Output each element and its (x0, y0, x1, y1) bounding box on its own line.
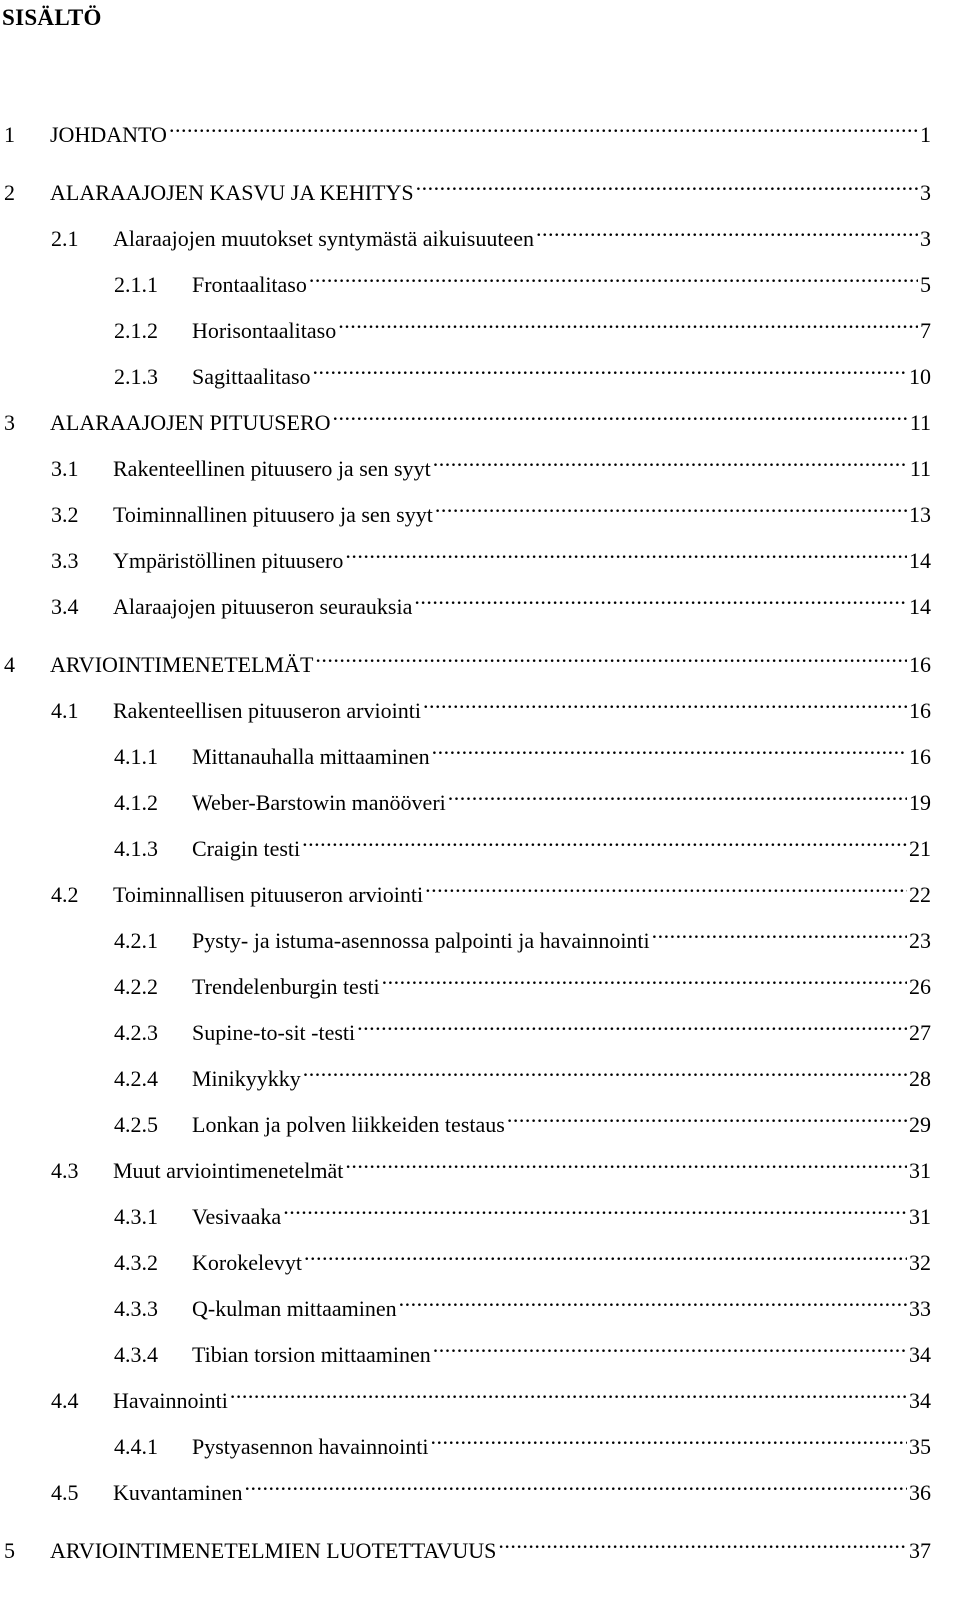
toc-entry-number: 3.1 (51, 456, 79, 481)
toc-entry[interactable] (114, 914, 931, 953)
toc-entry[interactable] (4, 396, 931, 435)
toc-entry-label: Alaraajojen muutokset syntymästä aikuisuuteen (113, 226, 534, 251)
dot-leader (230, 1374, 907, 1408)
toc-entry-number: 4.2.2 (114, 974, 158, 999)
dot-leader (414, 580, 907, 614)
toc-entry-label: ARVIOINTIMENETELMIEN LUOTETTAVUUS (50, 1538, 497, 1563)
toc-entry-label: ARVIOINTIMENETELMÄT (50, 652, 314, 677)
toc-entry[interactable] (4, 638, 931, 677)
dot-leader (448, 776, 907, 810)
toc-entry-page-number: 34 (909, 1388, 931, 1413)
toc-entry-page-number: 3 (920, 226, 931, 251)
toc-entry-number: 4.2.3 (114, 1020, 158, 1045)
toc-entry[interactable] (114, 730, 931, 769)
toc-entry[interactable] (114, 1098, 931, 1137)
toc-entry-number: 4.1 (51, 698, 79, 723)
toc-entry-number: 4.3.4 (114, 1342, 158, 1367)
toc-entry[interactable] (114, 1328, 931, 1367)
dot-leader (283, 1190, 907, 1224)
toc-entry-number: 2 (4, 180, 15, 205)
toc-entry-label: Pysty- ja istuma-asennossa palpointi ja havainnointi (192, 928, 650, 953)
toc-entry-number: 2.1.1 (114, 272, 158, 297)
dot-leader (435, 488, 907, 522)
dot-leader (313, 350, 907, 384)
toc-entry-number: 4 (4, 652, 15, 677)
toc-entry[interactable] (51, 488, 931, 527)
toc-entry-page-number: 16 (909, 652, 931, 677)
toc-entry[interactable] (114, 1190, 931, 1229)
toc-entry-page-number: 32 (909, 1250, 931, 1275)
toc-entry-label: JOHDANTO (50, 122, 167, 147)
dot-leader (536, 212, 918, 246)
toc-entry-label: Rakenteellinen pituusero ja sen syyt (113, 456, 431, 481)
toc-entry-page-number: 34 (909, 1342, 931, 1367)
toc-entry[interactable] (51, 534, 931, 573)
toc-entry-label: Tibian torsion mittaaminen (192, 1342, 431, 1367)
toc-entry-number: 4.4.1 (114, 1434, 158, 1459)
toc-entry-label: Toiminnallisen pituuseron arviointi (113, 882, 424, 907)
toc-entry-number: 4.1.3 (114, 836, 158, 861)
toc-entry-page-number: 16 (909, 744, 931, 769)
toc-entry-page-number: 14 (909, 548, 931, 573)
toc-entry-number: 4.2.1 (114, 928, 158, 953)
toc-entry-page-number: 28 (909, 1066, 931, 1091)
dot-leader (303, 1052, 907, 1086)
toc-entry[interactable] (114, 822, 931, 861)
toc-entry-page-number: 19 (909, 790, 931, 815)
toc-entry-label: Minikyykky (192, 1066, 301, 1091)
toc-entry-label: ALARAAJOJEN KASVU JA KEHITYS (50, 180, 414, 205)
toc-entry[interactable] (51, 580, 931, 619)
toc-entry[interactable] (114, 1052, 931, 1091)
toc-entry-page-number: 13 (909, 502, 931, 527)
toc-entry[interactable] (114, 1282, 931, 1321)
dot-leader (423, 684, 907, 718)
toc-entry-page-number: 22 (909, 882, 931, 907)
toc-entry-page-number: 1 (920, 122, 931, 147)
toc-entry[interactable] (4, 108, 931, 147)
toc-entry-label: Ympäristöllinen pituusero (113, 548, 344, 573)
toc-entry-label: Q-kulman mittaaminen (192, 1296, 397, 1321)
toc-entry-number: 3.2 (51, 502, 79, 527)
toc-entry-number: 2.1 (51, 226, 79, 251)
toc-entry-page-number: 27 (909, 1020, 931, 1045)
dot-leader (432, 730, 907, 764)
dot-leader (507, 1098, 907, 1132)
toc-entry-page-number: 33 (909, 1296, 931, 1321)
toc-entry[interactable] (51, 684, 931, 723)
dot-leader (315, 638, 907, 672)
toc-entry-label: Craigin testi (192, 836, 301, 861)
toc-entry[interactable] (51, 1144, 931, 1183)
toc-entry[interactable] (114, 960, 931, 999)
toc-entry[interactable] (51, 1374, 931, 1413)
dot-leader (304, 1236, 907, 1270)
toc-entry-label: Trendelenburgin testi (192, 974, 380, 999)
dot-leader (345, 534, 907, 568)
toc-entry-number: 5 (4, 1538, 15, 1563)
toc-entry-number: 4.2.5 (114, 1112, 158, 1137)
toc-entry-page-number: 37 (909, 1538, 931, 1563)
toc-entry-number: 4.3 (51, 1158, 79, 1183)
toc-entry[interactable] (114, 304, 931, 343)
dot-leader (245, 1466, 907, 1500)
toc-entry-page-number: 7 (920, 318, 931, 343)
toc-entry-page-number: 26 (909, 974, 931, 999)
toc-entry[interactable] (4, 1524, 931, 1563)
toc-entry-number: 4.3.2 (114, 1250, 158, 1275)
toc-entry-number: 1 (4, 122, 15, 147)
toc-entry-label: Lonkan ja polven liikkeiden testaus (192, 1112, 505, 1137)
toc-entry-label: Kuvantaminen (113, 1480, 243, 1505)
toc-entry-number: 3 (4, 410, 15, 435)
toc-entry-number: 4.3.3 (114, 1296, 158, 1321)
toc-entry-label: Sagittaalitaso (192, 364, 311, 389)
toc-entry-label: Toiminnallinen pituusero ja sen syyt (113, 502, 433, 527)
toc-entry-page-number: 23 (909, 928, 931, 953)
toc-entry-page-number: 14 (909, 594, 931, 619)
toc-entry[interactable] (114, 258, 931, 297)
toc-entry-label: Havainnointi (113, 1388, 228, 1413)
dot-leader (433, 442, 908, 476)
dot-leader (357, 1006, 907, 1040)
toc-entry-label: Frontaalitaso (192, 272, 307, 297)
dot-leader (425, 868, 907, 902)
toc-entry[interactable] (114, 776, 931, 815)
toc-entry[interactable] (51, 442, 931, 481)
toc-entry-number: 2.1.2 (114, 318, 158, 343)
toc-entry-label: Weber-Barstowin manööveri (192, 790, 446, 815)
toc-entry-page-number: 35 (909, 1434, 931, 1459)
toc-entry[interactable] (51, 212, 931, 251)
dot-leader (338, 304, 918, 338)
toc-entry-page-number: 21 (909, 836, 931, 861)
dot-leader (416, 166, 918, 200)
toc-entry-page-number: 31 (909, 1204, 931, 1229)
toc-entry-number: 3.4 (51, 594, 79, 619)
dot-leader (333, 396, 908, 430)
toc-entry-page-number: 11 (909, 410, 931, 435)
toc-entry-label: ALARAAJOJEN PITUUSERO (50, 410, 331, 435)
toc-entry[interactable] (114, 1420, 931, 1459)
toc-entry-label: Horisontaalitaso (192, 318, 337, 343)
dot-leader (652, 914, 907, 948)
toc-entry[interactable] (114, 350, 931, 389)
toc-entry[interactable] (4, 166, 931, 205)
toc-entry-label: Alaraajojen pituuseron seurauksia (113, 594, 413, 619)
toc-entry-number: 3.3 (51, 548, 79, 573)
toc-entry-number: 4.1.1 (114, 744, 158, 769)
toc-entry-page-number: 3 (920, 180, 931, 205)
toc-entry-label: Muut arviointimenetelmät (113, 1158, 344, 1183)
toc-entry[interactable] (51, 868, 931, 907)
dot-leader (399, 1282, 907, 1316)
toc-entry-label: Mittanauhalla mittaaminen (192, 744, 430, 769)
toc-entry-label: Rakenteellisen pituuseron arviointi (113, 698, 421, 723)
toc-entry-page-number: 36 (909, 1480, 931, 1505)
toc-entry[interactable] (114, 1006, 931, 1045)
toc-entry-page-number: 31 (909, 1158, 931, 1183)
toc-entry-page-number: 29 (909, 1112, 931, 1137)
toc-entry-number: 4.4 (51, 1388, 79, 1413)
toc-entry-number: 2.1.3 (114, 364, 158, 389)
dot-leader (169, 108, 918, 142)
dot-leader (302, 822, 907, 856)
dot-leader (345, 1144, 907, 1178)
toc-entry-label: Vesivaaka (192, 1204, 282, 1229)
page-title: SISÄLTÖ (2, 5, 102, 30)
toc-entry-number: 4.1.2 (114, 790, 158, 815)
toc-entry-number: 4.2.4 (114, 1066, 158, 1091)
dot-leader (309, 258, 918, 292)
toc-entry-page-number: 16 (909, 698, 931, 723)
toc-entry-number: 4.5 (51, 1480, 79, 1505)
toc-entry-page-number: 11 (909, 456, 931, 481)
toc-entry[interactable] (51, 1466, 931, 1505)
toc-entry-label: Korokelevyt (192, 1250, 302, 1275)
toc-entry-number: 4.3.1 (114, 1204, 158, 1229)
dot-leader (433, 1328, 907, 1362)
toc-entry-number: 4.2 (51, 882, 79, 907)
toc-entry-label: Supine-to-sit -testi (192, 1020, 356, 1045)
toc-entry-page-number: 5 (920, 272, 931, 297)
toc-entry[interactable] (114, 1236, 931, 1275)
dot-leader (430, 1420, 907, 1454)
dot-leader (498, 1524, 907, 1558)
toc-entry-label: Pystyasennon havainnointi (192, 1434, 429, 1459)
toc-entry-page-number: 10 (909, 364, 931, 389)
dot-leader (382, 960, 907, 994)
